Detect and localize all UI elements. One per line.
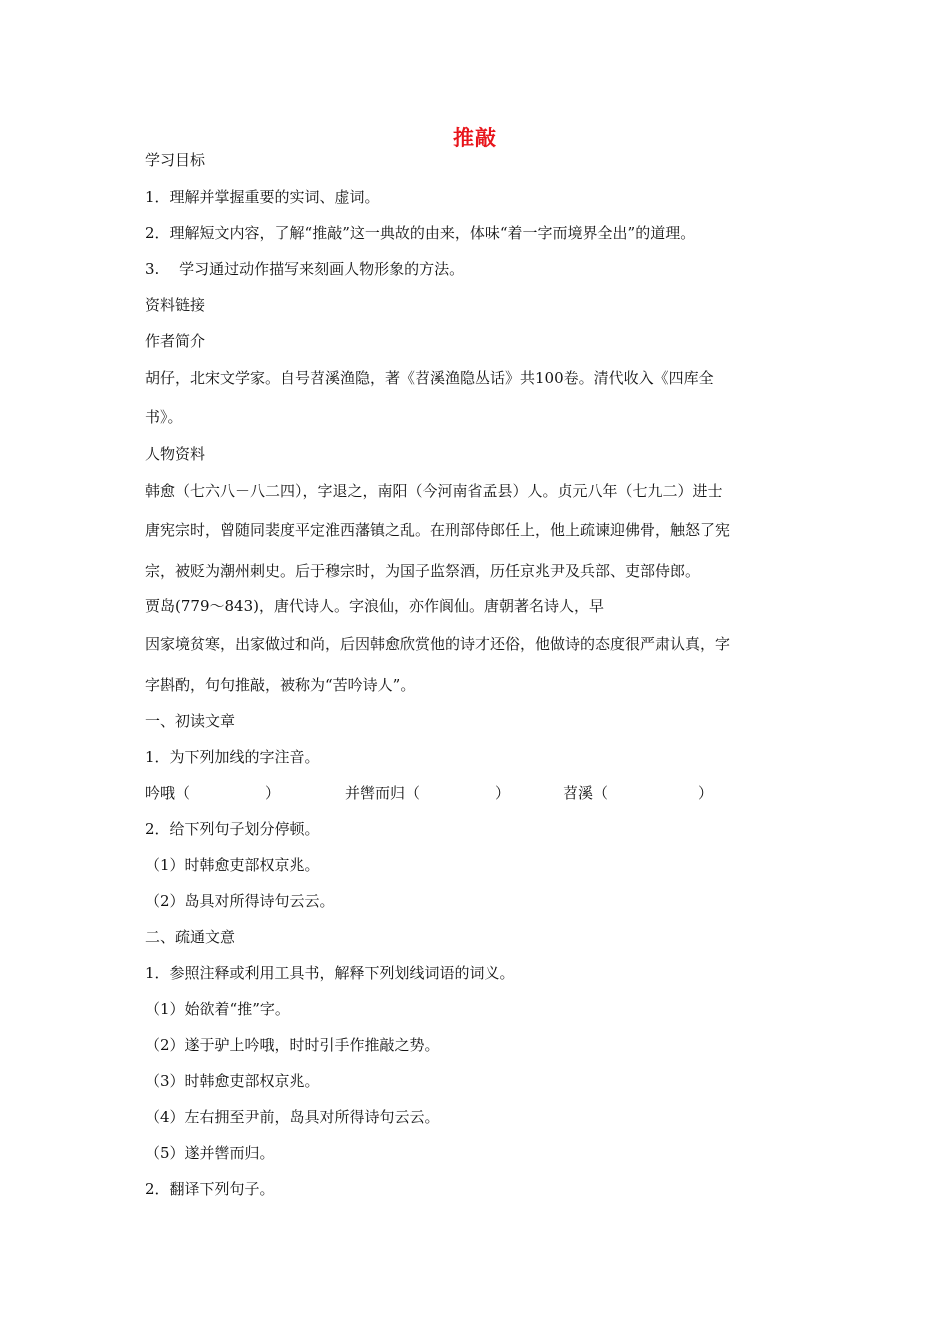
blank-bingpei[interactable]: 并辔而归（ ） [345,784,511,802]
question-pronunciation: 1．为下列加线的字注音。 [145,748,320,766]
section-heading-resources: 资料链接 [145,296,206,314]
explain-item-5: （5）遂并辔而归。 [145,1144,275,1162]
jiadao-text-line-1: 贾岛(779～843)，唐代诗人。字浪仙，亦作阆仙。唐朝著名诗人，早 [145,597,604,615]
goal-item-1: 1．理解并掌握重要的实词、虚词。 [145,188,380,206]
section-heading-meaning: 二、疏通文意 [145,928,236,946]
explain-item-2: （2）遂于驴上吟哦，时时引手作推敲之势。 [145,1036,440,1054]
goal-item-3: 3. 学习通过动作描写来刻画人物形象的方法。 [145,260,465,278]
question-translate: 2．翻译下列句子。 [145,1180,275,1198]
hanyu-text-line-1: 韩愈（七六八－八二四），字退之，南阳（今河南省孟县）人。贞元八年（七九二）进士 [145,482,723,500]
hanyu-text-line-3: 宗，被贬为潮州刺史。后于穆宗时，为国子监祭酒，历任京兆尹及兵部、吏部侍郎。 [145,562,701,580]
author-text-line-2: 书》。 [145,408,183,426]
blank-tiaoxi[interactable]: 苕溪（ ） [563,784,714,802]
explain-item-1: （1）始欲着“推”字。 [145,1000,290,1018]
subheading-author: 作者简介 [145,332,206,350]
author-text-line-1: 胡仔，北宋文学家。自号苕溪渔隐，著《苕溪渔隐丛话》共100卷。清代收入《四库全 [145,369,714,387]
explain-item-4: （4）左右拥至尹前，岛具对所得诗句云云。 [145,1108,440,1126]
jiadao-text-line-2: 因家境贫寒，出家做过和尚，后因韩愈欣赏他的诗才还俗，他做诗的态度很严肃认真，字 [145,635,731,653]
blank-yine[interactable]: 吟哦（ ） [145,784,281,802]
jiadao-text-line-3: 字斟酌，句句推敲，被称为“苦吟诗人”。 [145,676,416,694]
goal-item-2: 2．理解短文内容，了解“推敲”这一典故的由来，体味“着一字而境界全出”的道理。 [145,224,696,242]
pause-item-2: （2）岛具对所得诗句云云。 [145,892,335,910]
section-heading-reading: 一、初读文章 [145,712,236,730]
page-title: 推敲 [453,126,497,150]
explain-item-3: （3）时韩愈吏部权京兆。 [145,1072,320,1090]
hanyu-text-line-2: 唐宪宗时，曾随同裴度平定淮西藩镇之乱。在刑部侍郎任上，他上疏谏迎佛骨，触怒了宪 [145,521,731,539]
question-explain: 1．参照注释或利用工具书，解释下列划线词语的词义。 [145,964,515,982]
pause-item-1: （1）时韩愈吏部权京兆。 [145,856,320,874]
section-heading-goals: 学习目标 [145,151,206,169]
question-pause: 2．给下列句子划分停顿。 [145,820,320,838]
subheading-people: 人物资料 [145,445,206,463]
